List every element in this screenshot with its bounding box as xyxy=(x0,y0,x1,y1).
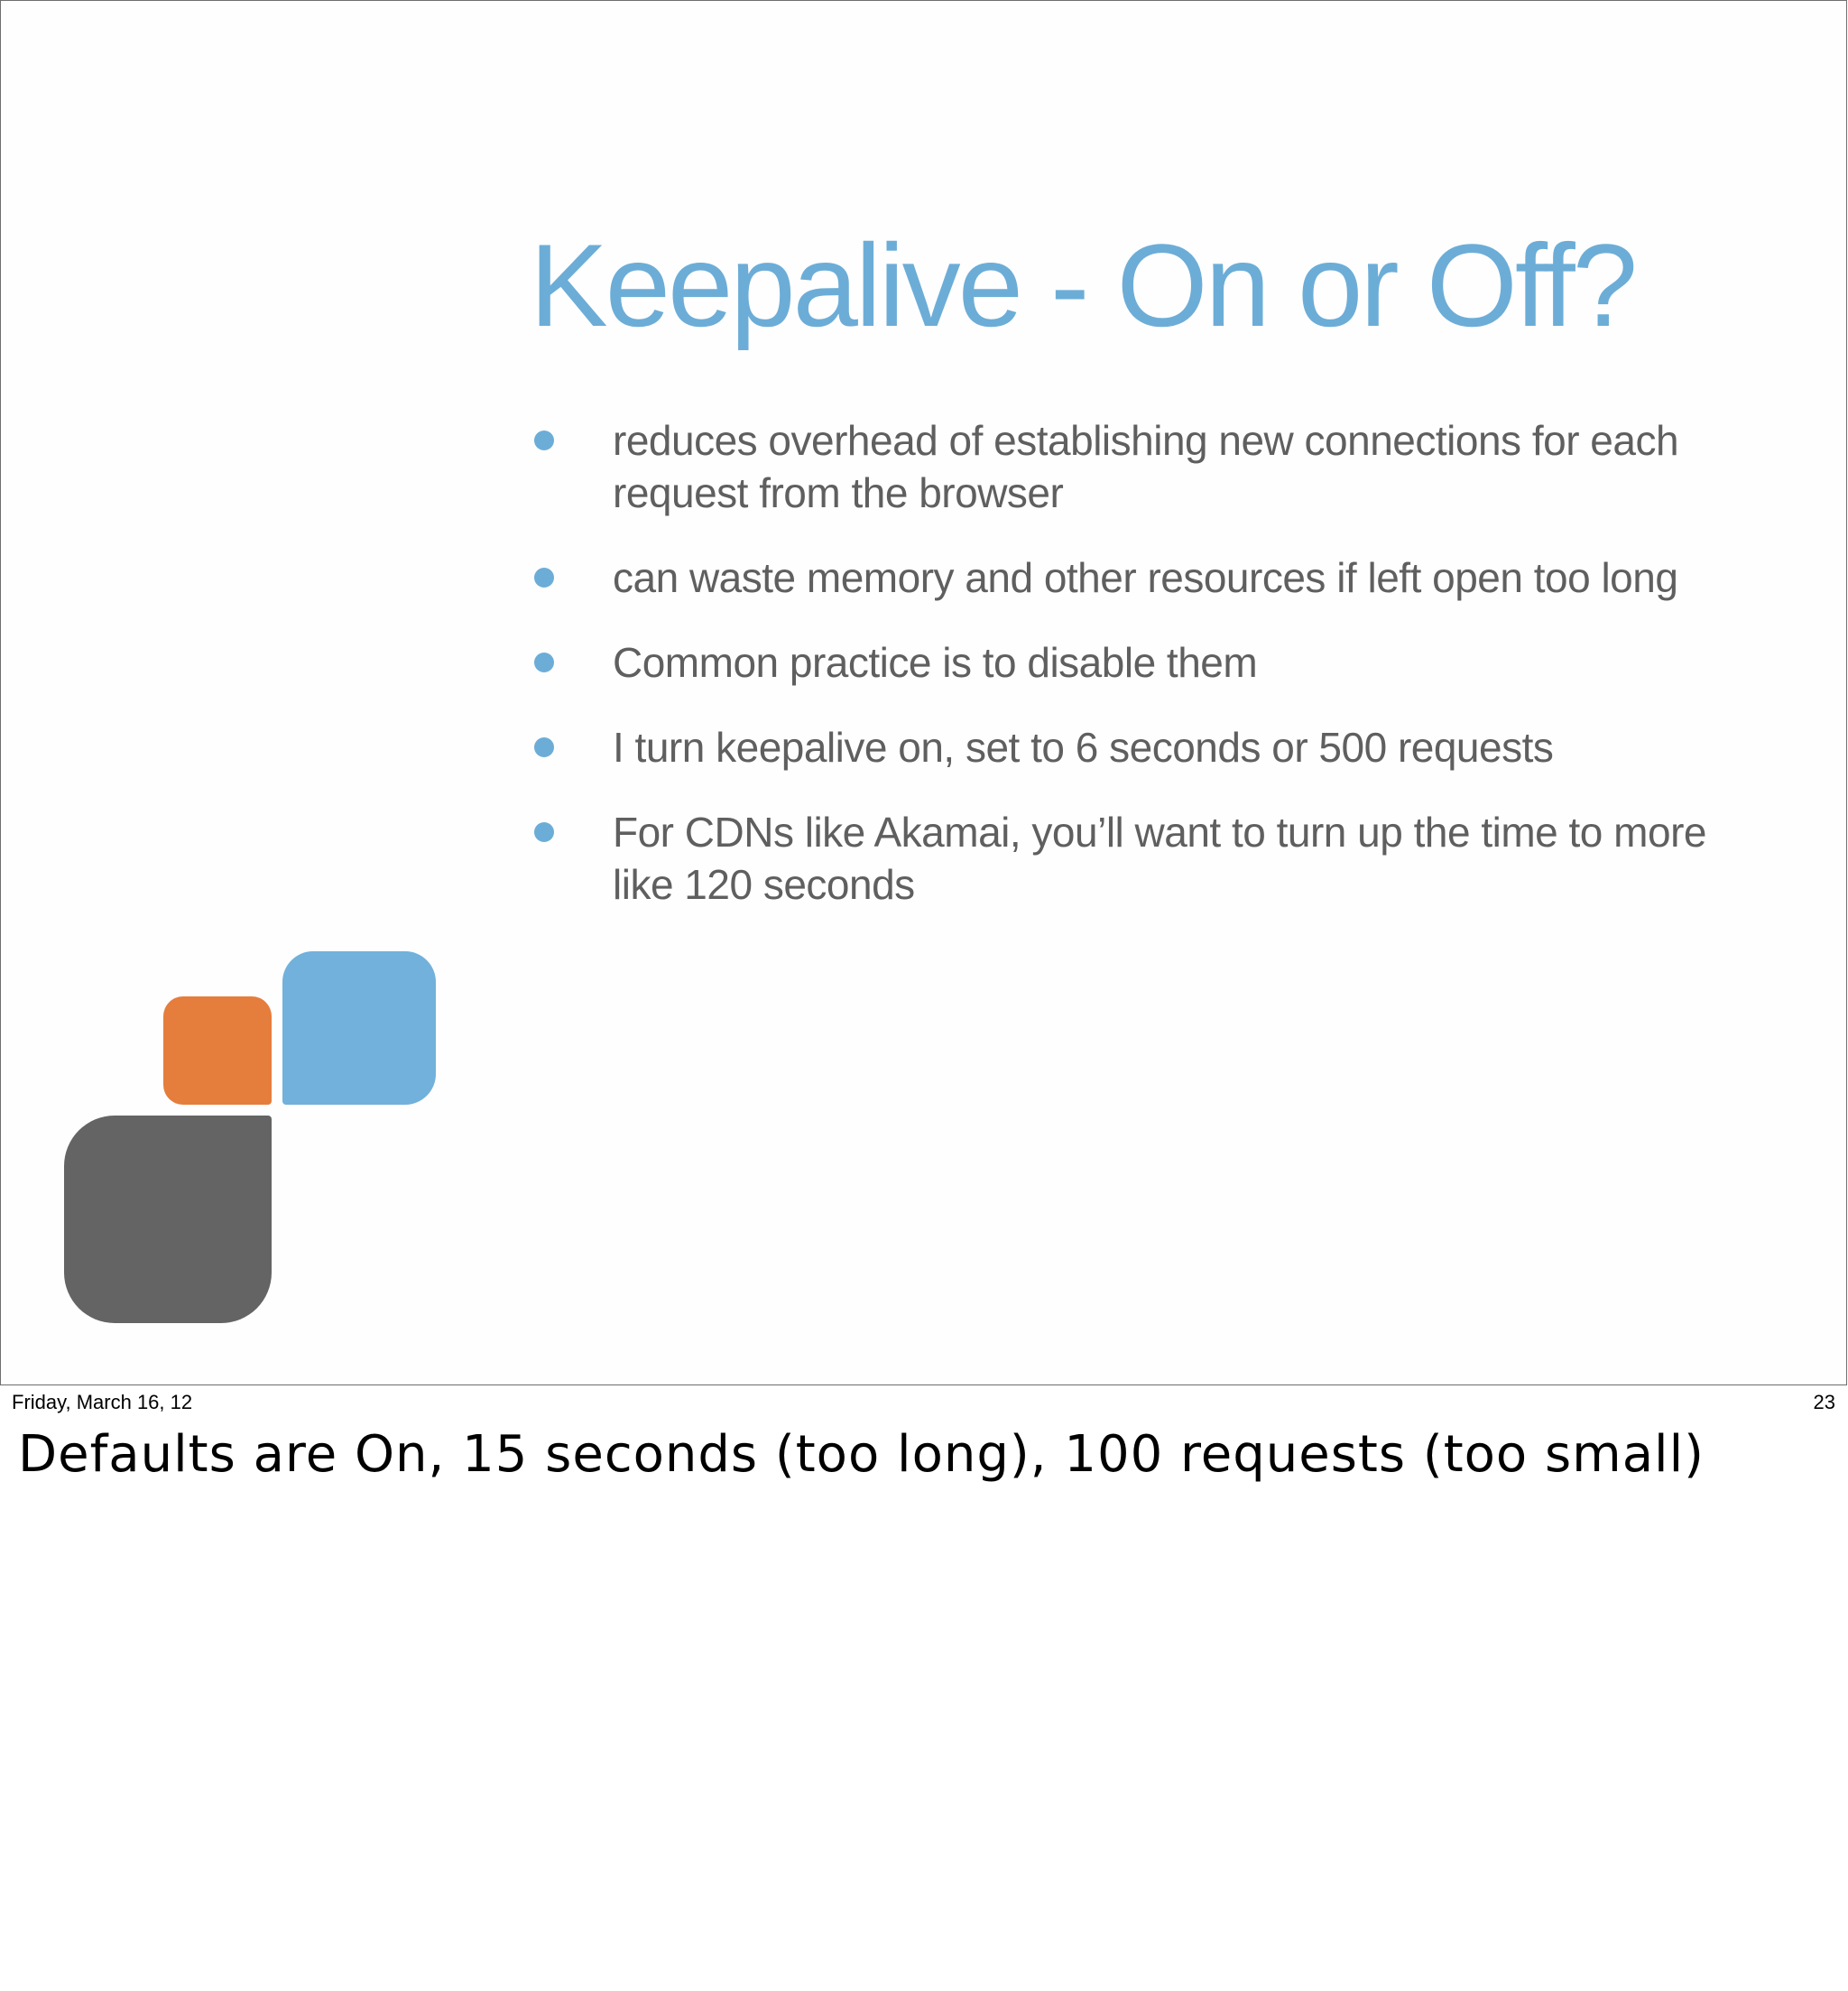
logo-icon xyxy=(64,951,436,1323)
bullet-item xyxy=(533,806,1706,911)
bullet-item xyxy=(533,636,1706,689)
bullet-item xyxy=(533,721,1706,773)
bullet-dot-icon xyxy=(534,431,554,450)
bullet-dot-icon xyxy=(534,822,554,842)
page-number: 23 xyxy=(1813,1391,1835,1413)
speaker-notes: Defaults are On, 15 seconds (too long), 100 requests (too small) xyxy=(18,1425,1705,1484)
bullet-dot-icon xyxy=(534,568,554,588)
bullet-list xyxy=(533,414,1706,943)
slide-title: Keepalive - On or Off? xyxy=(530,219,1636,351)
bullet-text: For CDNs like Akamai, you’ll want to turn up the time to more like 120 seconds xyxy=(613,809,1706,908)
bullet-text: reduces overhead of establishing new connections for each request from the browser xyxy=(613,417,1679,516)
bullet-dot-icon xyxy=(534,737,554,757)
bullet-text: I turn keepalive on, set to 6 seconds or 500 requests xyxy=(613,724,1554,771)
bullet-dot-icon xyxy=(534,653,554,672)
logo-orange-square xyxy=(163,996,272,1105)
bullet-item xyxy=(533,414,1706,519)
logo-gray-square xyxy=(64,1116,272,1323)
logo-blue-square xyxy=(282,951,436,1105)
bullet-text: Common practice is to disable them xyxy=(613,639,1258,686)
bullet-text: can waste memory and other resources if left open too long xyxy=(613,554,1678,601)
footer-date: Friday, March 16, 12 xyxy=(12,1391,193,1413)
bullet-item xyxy=(533,551,1706,604)
